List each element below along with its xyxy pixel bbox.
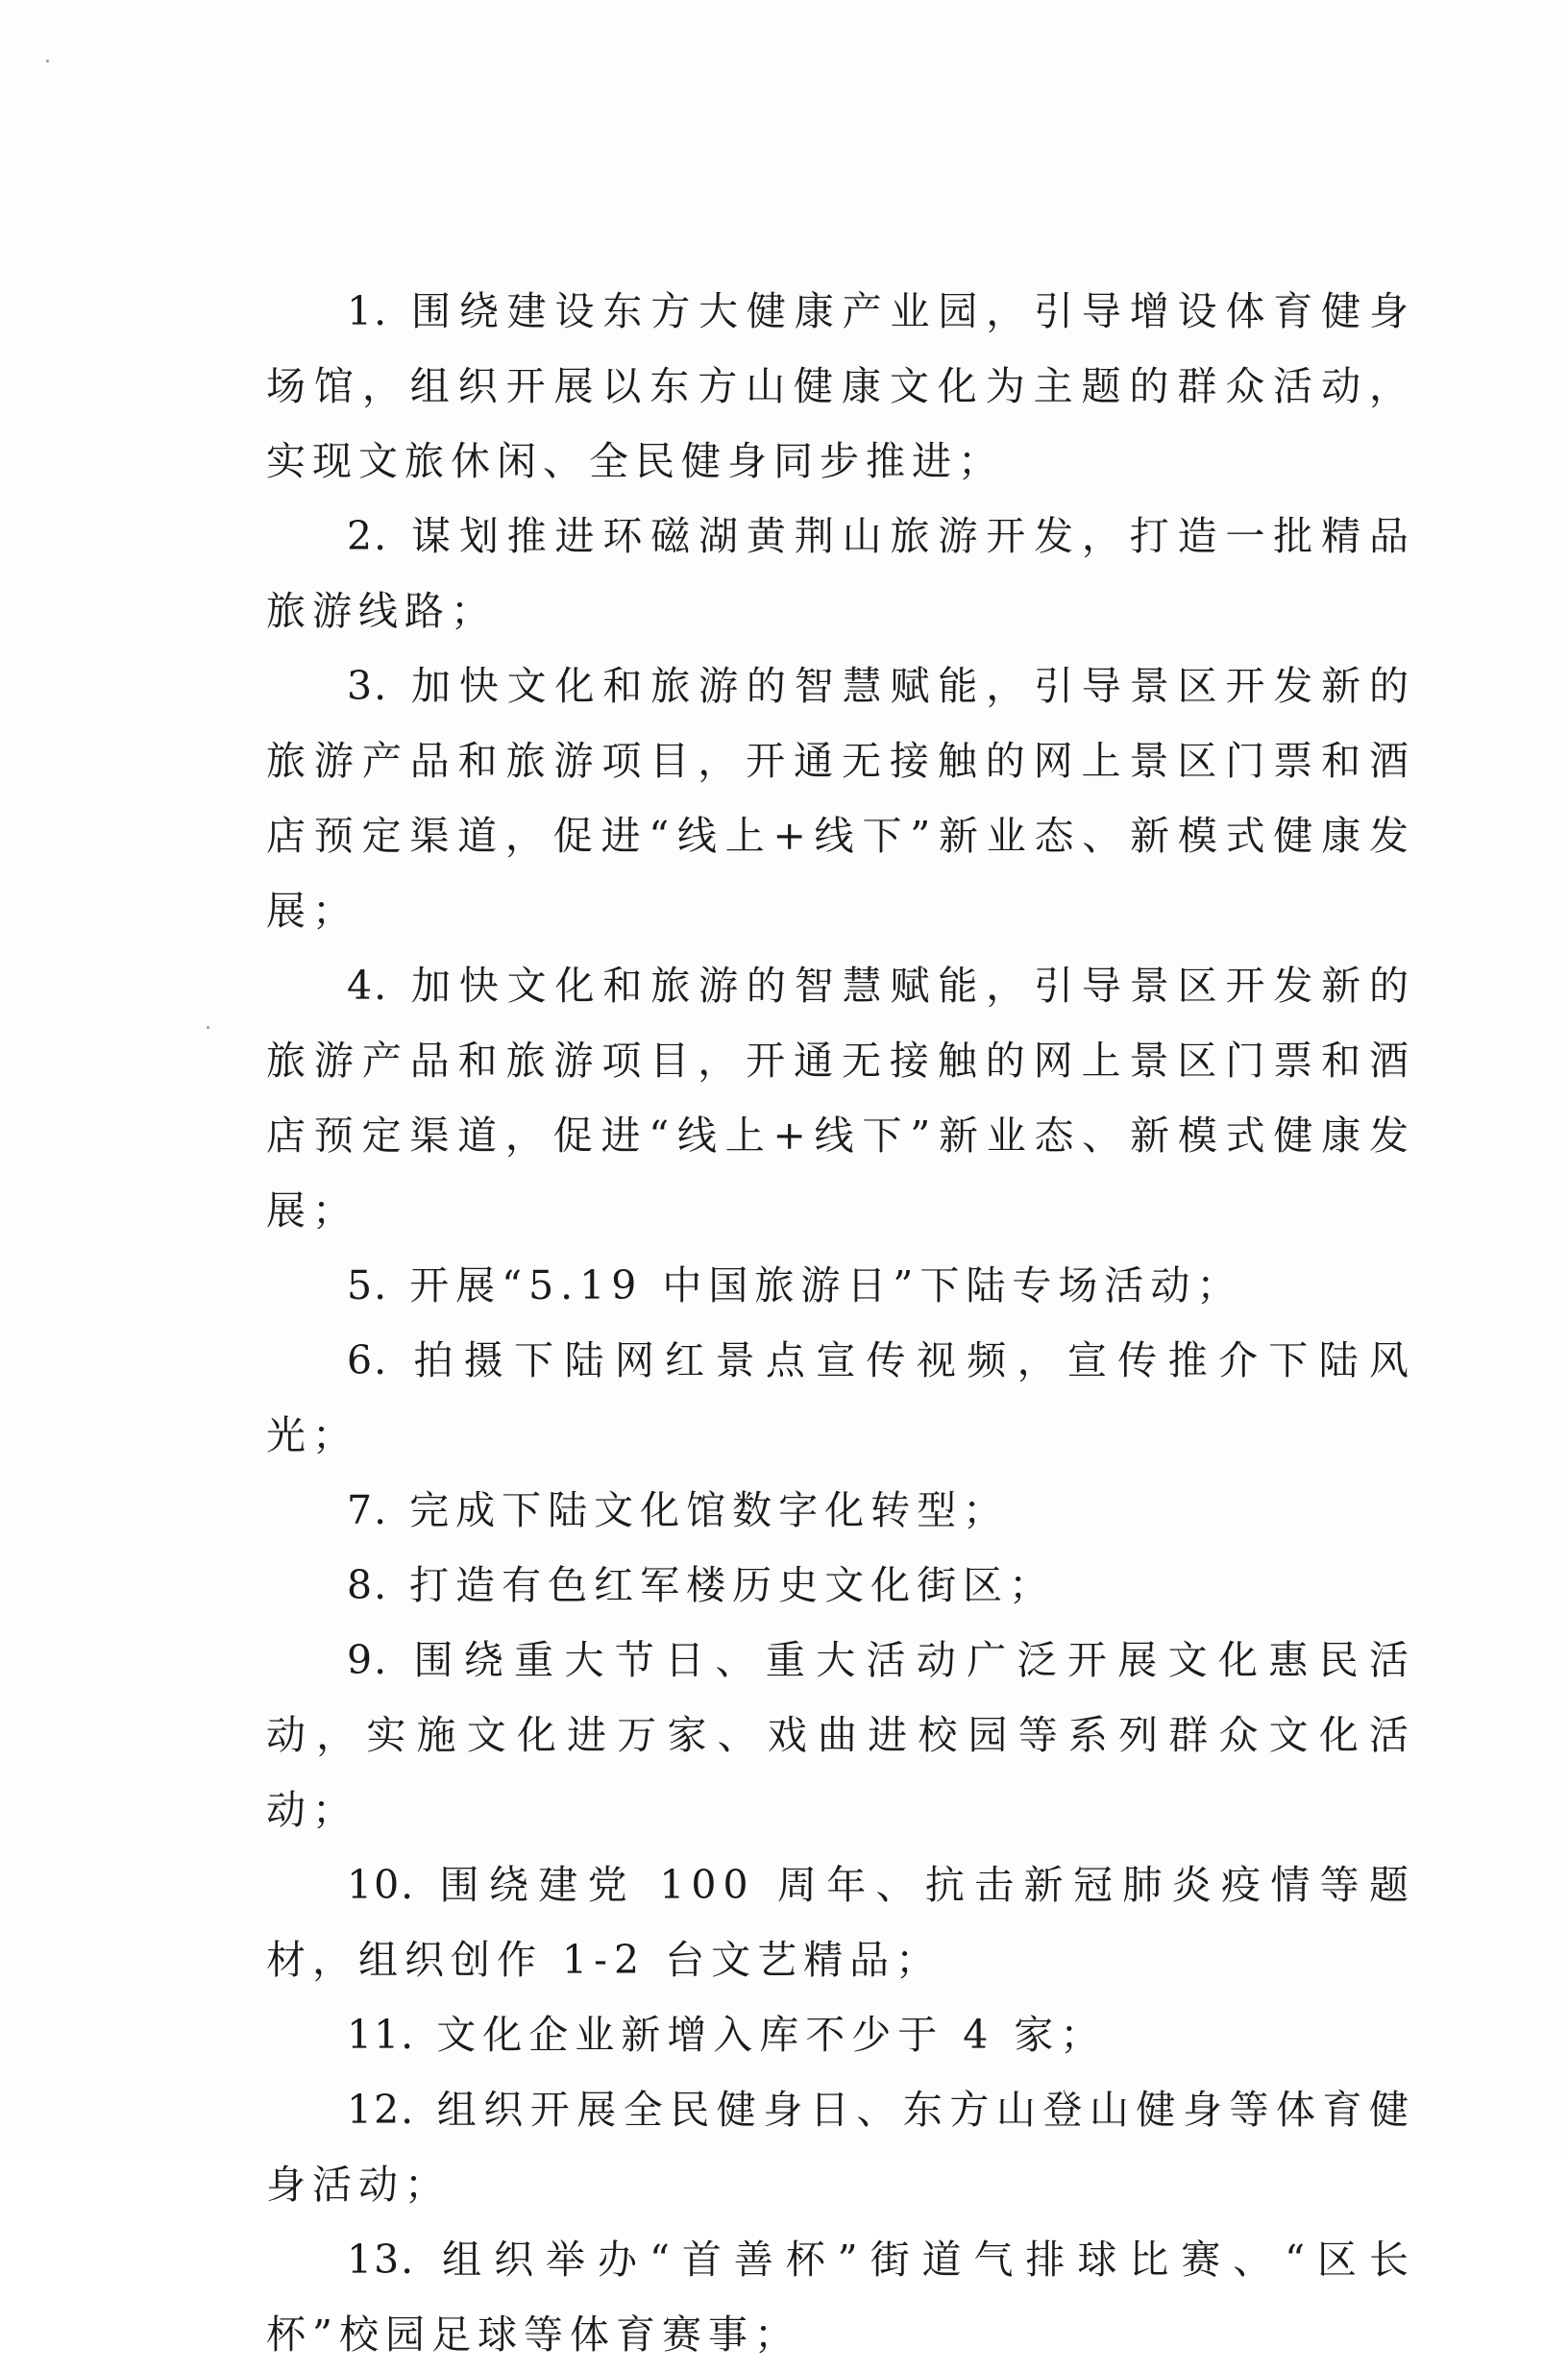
list-item xyxy=(266,1323,1415,1473)
item-text: 打造有色红军楼历史文化街区； xyxy=(409,1562,1056,1608)
item-number: 2. xyxy=(347,513,389,559)
list-item xyxy=(266,2222,1415,2372)
list-item xyxy=(266,2072,1415,2222)
item-text: 加快文化和旅游的智慧赋能，引导景区开发新的旅游产品和旅游项目，开通无接触的网上景区门票和酒店预定渠道，促进“线上+线下”新业态、新模式健康发展； xyxy=(266,963,1415,1234)
item-text: 组织开展全民健身日、东方山登山健身等体育健身活动； xyxy=(266,2087,1415,2208)
item-number: 1. xyxy=(347,288,389,334)
item-text: 组织举办“首善杯”街道气排球比赛、“区长杯”校园足球等体育赛事； xyxy=(266,2237,1415,2358)
item-number: 12. xyxy=(347,2087,416,2133)
item-number: 9. xyxy=(347,1637,389,1683)
scan-speck xyxy=(46,60,49,62)
list-item xyxy=(266,1548,1415,1623)
list-item xyxy=(266,1847,1415,1997)
list-item xyxy=(266,274,1415,499)
item-number: 13. xyxy=(347,2237,416,2283)
list-item xyxy=(266,499,1415,648)
item-text: 加快文化和旅游的智慧赋能，引导景区开发新的旅游产品和旅游项目，开通无接触的网上景区门票和酒店预定渠道，促进“线上+线下”新业态、新模式健康发展； xyxy=(266,663,1415,934)
item-number: 5. xyxy=(347,1262,389,1308)
item-number: 10. xyxy=(347,1862,416,1908)
item-text: 围绕重大节日、重大活动广泛开展文化惠民活动，实施文化进万家、戏曲进校园等系列群众文化活动； xyxy=(266,1637,1415,1833)
item-text: 文化企业新增入库不少于 4 家； xyxy=(436,2012,1107,2058)
item-number: 11. xyxy=(347,2012,416,2058)
list-item xyxy=(266,1473,1415,1548)
item-number: 3. xyxy=(347,663,389,709)
item-number: 6. xyxy=(347,1337,389,1383)
list-item xyxy=(266,1248,1415,1323)
item-number: 8. xyxy=(347,1562,389,1608)
item-text: 围绕建党 100 周年、抗击新冠肺炎疫情等题材，组织创作 1-2 台文艺精品； xyxy=(266,1862,1415,1983)
list-item xyxy=(266,1997,1415,2072)
item-text: 拍摄下陆网红景点宣传视频，宣传推介下陆风光； xyxy=(266,1337,1415,1458)
list-item xyxy=(266,648,1415,948)
list-item xyxy=(266,1623,1415,1847)
item-number: 7. xyxy=(347,1487,389,1533)
task-list xyxy=(266,274,1415,2372)
list-item xyxy=(266,948,1415,1248)
item-text: 围绕建设东方大健康产业园，引导增设体育健身场馆，组织开展以东方山健康文化为主题的群众活动，实现文旅休闲、全民健身同步推进； xyxy=(266,288,1415,484)
scan-speck xyxy=(207,1026,209,1029)
item-text: 完成下陆文化馆数字化转型； xyxy=(409,1487,1010,1533)
item-number: 4. xyxy=(347,963,389,1009)
item-text: 开展“5.19 中国旅游日”下陆专场活动； xyxy=(409,1262,1243,1308)
item-text: 谋划推进环磁湖黄荆山旅游开发，打造一批精品旅游线路； xyxy=(266,513,1415,634)
